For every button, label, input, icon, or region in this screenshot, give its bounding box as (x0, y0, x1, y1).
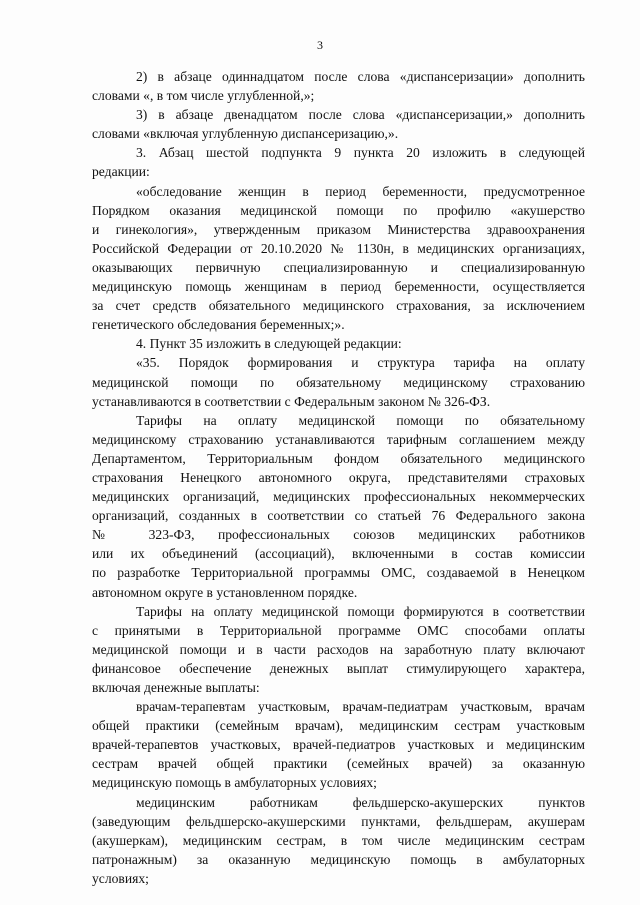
text-line: или их объединений (ассоциаций), включенными в состав комиссии (92, 546, 585, 562)
text-line: автономном округе в установленном порядке. (92, 584, 358, 600)
text-line: общей практики (семейным врачам), медицинским сестрам участковым (92, 718, 585, 734)
text-line: (заведующим фельдшерско-акушерскими пунктами, фельдшерам, акушерам (92, 813, 585, 829)
text-line: «обследование женщин в период беременности, предусмотренное (136, 183, 585, 199)
text-line: врачам-терапевтам участковым, врачам-педиатрам участковым, врачам (136, 699, 585, 715)
text-line: словами «включая углубленную диспансеризацию,». (92, 126, 399, 142)
paragraph (92, 793, 585, 888)
paragraph (92, 182, 585, 335)
text-line: Тарифы на оплату медицинской помощи по обязательному (136, 412, 585, 428)
paragraph (92, 105, 585, 143)
text-line: № 323-ФЗ, профессиональных союзов медицинских работников (92, 527, 585, 543)
text-line: медицинскому страхованию устанавливаются тарифным соглашением между (92, 431, 585, 447)
text-line: медицинскую помощь женщинам в период беременности, осуществляется (92, 279, 585, 295)
text-line: 3. Абзац шестой подпункта 9 пункта 20 изложить в следующей (136, 145, 585, 161)
text-line: финансовое обеспечение денежных выплат стимулирующего характера, (92, 660, 585, 676)
paragraph (92, 143, 585, 181)
text-line: редакции: (92, 164, 150, 180)
text-line: и гинекология», утвержденным приказом Министерства здравоохранения (92, 221, 585, 237)
paragraph (92, 353, 585, 410)
text-line: Тарифы на оплату медицинской помощи формируются в соответствии (136, 603, 585, 619)
text-line: (акушеркам), медицинским сестрам, в том числе медицинским сестрам (92, 832, 585, 848)
text-line: оказывающих первичную специализированную и специализированную (92, 259, 585, 275)
text-line: словами «, в том числе углубленной,»; (92, 88, 315, 104)
text-line: условиях; (92, 870, 149, 886)
text-line: устанавливаются в соответствии с Федеральным законом № 326-ФЗ. (92, 393, 491, 409)
paragraph (92, 334, 585, 353)
text-line: врачей-терапевтов участковых, врачей-педиатров участковых и медицинским (92, 737, 585, 753)
text-line: медицинских организаций, медицинских профессиональных некоммерческих (92, 489, 585, 505)
text-line: за счет средств обязательного медицинского страхования, за исключением (92, 298, 585, 314)
text-line: медицинской помощи и в части расходов на заработную плату включают (92, 641, 585, 657)
text-line: медицинским работникам фельдшерско-акушерских пунктов (136, 794, 585, 810)
text-line: Департаментом, Территориальным фондом обязательного медицинского (92, 450, 585, 466)
text-line: сестрам врачей общей практики (семейных врачей) за оказанную (92, 756, 585, 772)
text-line: патронажным) за оказанную медицинскую помощь в амбулаторных (92, 851, 585, 867)
text-line: по разработке Территориальной программы ОМС, создаваемой в Ненецком (92, 565, 585, 581)
text-line: медицинской помощи по обязательному медицинскому страхованию (92, 374, 585, 390)
text-line: Порядком оказания медицинской помощи по профилю «акушерство (92, 202, 585, 218)
text-line: генетического обследования беременных;». (92, 317, 345, 333)
text-line: «35. Порядок формирования и структура тарифа на оплату (136, 355, 585, 371)
text-line: Российской Федерации от 20.10.2020 № 1130н, в медицинских организациях, (92, 240, 585, 256)
document-body (92, 67, 585, 888)
text-line: 3) в абзаце двенадцатом после слова «диспансеризации,» дополнить (136, 107, 585, 123)
text-line: 4. Пункт 35 изложить в следующей редакции: (136, 336, 402, 352)
text-line: включая денежные выплаты: (92, 680, 260, 695)
paragraph (92, 67, 585, 105)
text-line: организаций, созданных в соответствии со статьей 76 Федерального закона (92, 508, 585, 524)
text-line: с принятыми в Территориальной программе ОМС способами оплаты (92, 622, 585, 638)
paragraph (92, 602, 585, 697)
text-line: медицинскую помощь в амбулаторных условиях; (92, 775, 377, 791)
text-line: страхования Ненецкого автономного округа, представителями страховых (92, 469, 585, 485)
paragraph (92, 697, 585, 792)
page-number: 3 (317, 38, 323, 52)
text-line: 2) в абзаце одиннадцатом после слова «диспансеризации» дополнить (136, 69, 585, 84)
paragraph (92, 411, 585, 602)
